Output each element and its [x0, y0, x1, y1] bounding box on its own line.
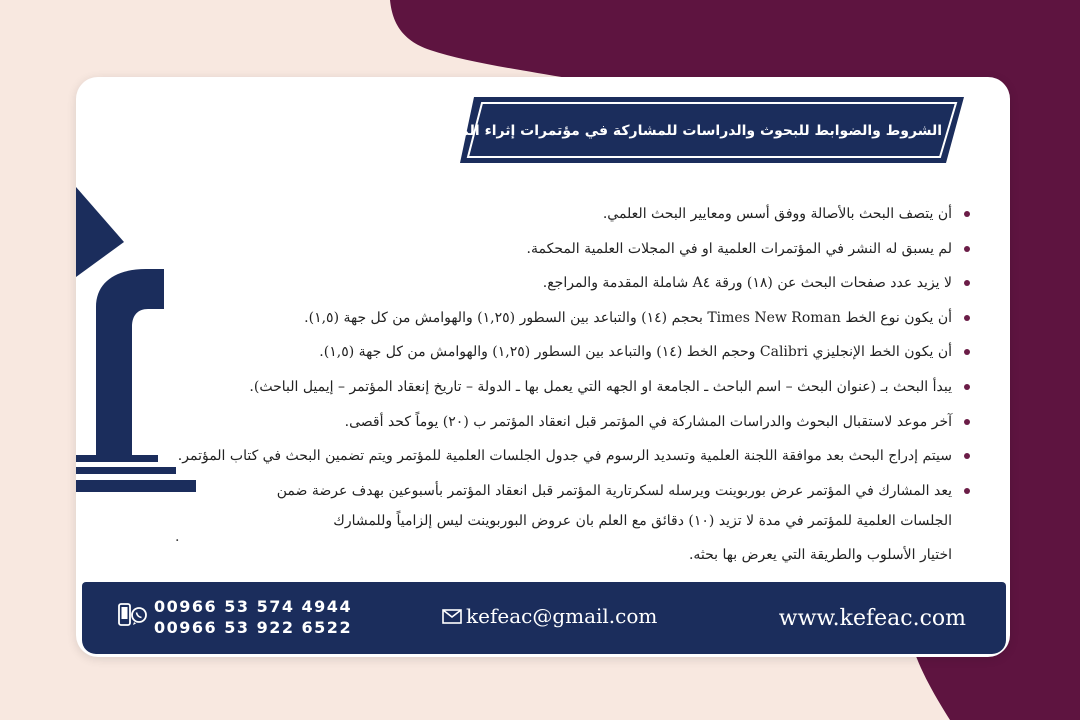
bullet-icon	[964, 488, 970, 494]
condition-continuation-line: اختيار الأسلوب والطريقة التي يعرض بها بحثه.	[688, 547, 952, 563]
bullet-icon	[964, 246, 970, 252]
info-card	[76, 77, 1010, 657]
condition-item: لم يسبق له النشر في المؤتمرات العلمية او في المجلات العلمية المحكمة.	[210, 232, 970, 267]
bullet-icon	[964, 453, 970, 459]
phone-numbers	[154, 596, 352, 638]
condition-item: يبدأ البحث بـ (عنوان البحث – اسم الباحث ـ الجامعة او الجهه التي يعمل بها ـ الدولة – تاريخ إنعقاد المؤتمر – إيميل الباحث).	[210, 370, 970, 405]
phone-number[interactable]: 00966 53 922 6522	[154, 618, 353, 637]
page-title: الشروط والضوابط للبحوث والدراسات للمشاركة في مؤتمرات إثراء المعرفة العلمية	[373, 123, 942, 139]
condition-item: يعد المشارك في المؤتمر عرض بوربوينت ويرسله لسكرتارية المؤتمر قبل انعقاد المؤتمر بأسبوعين بهدف عرضة ضمن	[210, 474, 970, 509]
condition-item: أن يكون الخط الإنجليزي Calibri وحجم الخط (١٤) والتباعد بين السطور (١,٢٥) والهوامش من كل جهة (١,٥).	[210, 335, 970, 370]
stray-mark: .	[175, 529, 180, 545]
phone-whatsapp-icon	[118, 603, 148, 627]
condition-item: سيتم إدراج البحث بعد موافقة اللجنة العلمية وتسديد الرسوم في جدول الجلسات العلمية للمؤتمر ويتم تضمين البحث في كتاب المؤتمر.	[210, 439, 970, 474]
phone-number[interactable]: 00966 53 574 4944	[154, 597, 353, 616]
condition-item: آخر موعد لاستقبال البحوث والدراسات المشاركة في المؤتمر قبل انعقاد المؤتمر ب (٢٠) يوماً كحد أقصى.	[210, 405, 970, 440]
title-banner	[373, 95, 966, 165]
bullet-icon	[964, 280, 970, 286]
condition-item: أن يتصف البحث بالأصالة ووفق أسس ومعايير البحث العلمي.	[210, 197, 970, 232]
bullet-icon	[964, 384, 970, 390]
bullet-icon	[964, 315, 970, 321]
bullet-icon	[964, 419, 970, 425]
condition-item: لا يزيد عدد صفحات البحث عن (١٨) ورقة A٤ شاملة المقدمة والمراجع.	[210, 266, 970, 301]
conditions-list	[177, 197, 970, 508]
condition-continuation-line: الجلسات العلمية للمؤتمر في مدة لا تزيد (١٠) دقائق مع العلم بان عروض البوربوينت ليس إلزامياً وللمشارك	[333, 513, 952, 529]
envelope-icon	[442, 609, 462, 624]
bullet-icon	[964, 349, 970, 355]
bullet-icon	[964, 211, 970, 217]
contact-footer	[82, 582, 1006, 654]
email-address[interactable]: kefeac@gmail.com	[466, 604, 658, 628]
email-contact[interactable]	[442, 604, 657, 628]
website-link[interactable]: www.kefeac.com	[778, 606, 966, 631]
condition-item: أن يكون نوع الخط Times New Roman بحجم (١٤) والتباعد بين السطور (١,٢٥) والهوامش من كل جهة (١,٥).	[210, 301, 970, 336]
